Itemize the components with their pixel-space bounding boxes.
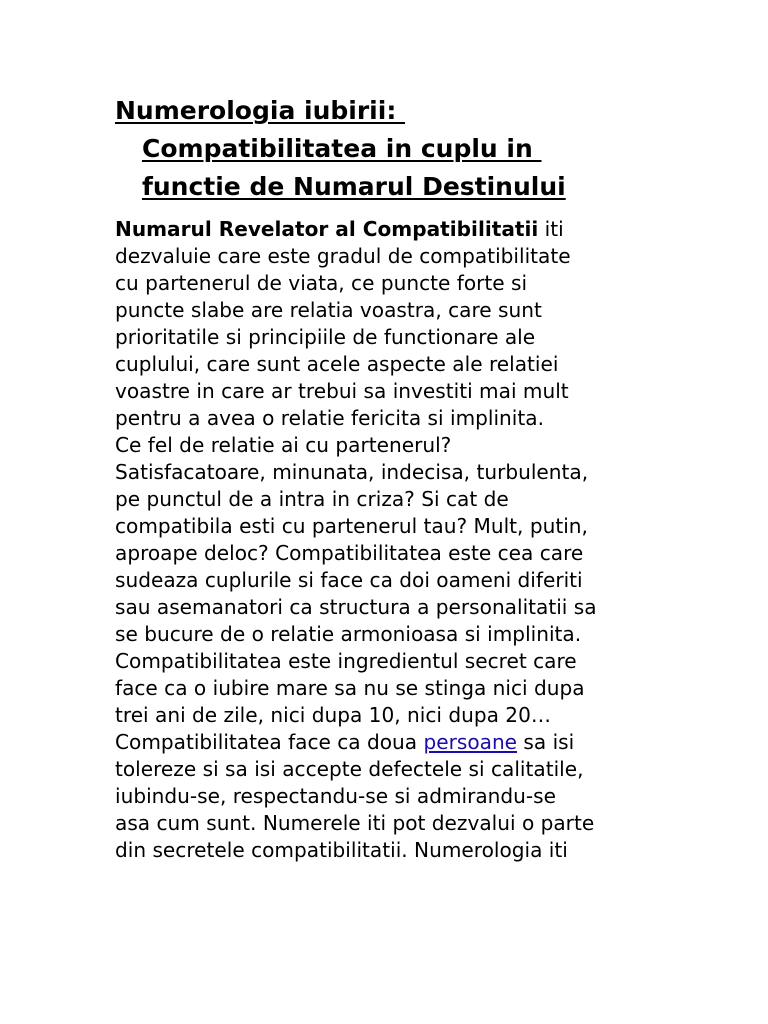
- body-line-20-before: Compatibilitatea face ca doua: [115, 730, 424, 754]
- body-line-2: dezvaluie care este gradul de compatibilitate: [115, 244, 571, 268]
- body-line-7: voastre in care ar trebui sa investiti mai mult: [115, 379, 569, 403]
- body-line-11: pe punctul de a intra in criza? Si cat de: [115, 487, 509, 511]
- body-line-6: cuplului, care sunt acele aspecte ale relatiei: [115, 352, 559, 376]
- body-line-20: [115, 729, 675, 756]
- body-line-3: cu partenerul de viata, ce puncte forte si: [115, 271, 528, 295]
- body-line-12: compatibila esti cu partenerul tau? Mult, putin,: [115, 514, 588, 538]
- bold-term: Numarul Revelator al Compatibilitatii: [115, 217, 539, 241]
- body-line-16: se bucure de o relatie armonioasa si implinita.: [115, 622, 582, 646]
- body-line-8: pentru a avea o relatie fericita si implinita.: [115, 406, 544, 430]
- body-line-13: aproape deloc? Compatibilitatea este cea care: [115, 541, 584, 565]
- title-line-2: Compatibilitatea in cuplu in: [142, 134, 542, 163]
- body-line-15: sau asemanatori ca structura a personalitatii sa: [115, 595, 597, 619]
- body-line-23: asa cum sunt. Numerele iti pot dezvalui o parte: [115, 811, 595, 835]
- body-line-18: face ca o iubire mare sa nu se stinga nici dupa: [115, 676, 585, 700]
- body-line-10: Satisfacatoare, minunata, indecisa, turbulenta,: [115, 460, 589, 484]
- body-line-1-rest: iti: [538, 217, 564, 241]
- article-title: [115, 92, 675, 206]
- title-line-3: functie de Numarul Destinului: [142, 172, 566, 201]
- body-line-22: iubindu-se, respectandu-se si admirandu-se: [115, 784, 556, 808]
- body-line-14: sudeaza cuplurile si face ca doi oameni diferiti: [115, 568, 583, 592]
- body-line-17: Compatibilitatea este ingredientul secret care: [115, 649, 577, 673]
- article-body: [115, 216, 675, 864]
- body-line-4: puncte slabe are relatia voastra, care sunt: [115, 298, 542, 322]
- body-line-20-after: sa isi: [517, 730, 575, 754]
- body-line-1: [115, 216, 675, 243]
- title-line-1: Numerologia iubirii:: [115, 96, 406, 125]
- body-line-5: prioritatile si principiile de functionare ale: [115, 325, 536, 349]
- body-line-21: tolereze si sa isi accepte defectele si calitatile,: [115, 757, 584, 781]
- body-line-24: din secretele compatibilitatii. Numerologia iti: [115, 838, 568, 862]
- body-line-19: trei ani de zile, nici dupa 10, nici dupa 20…: [115, 703, 551, 727]
- persoane-link[interactable]: persoane: [423, 730, 518, 754]
- body-line-9: Ce fel de relatie ai cu partenerul?: [115, 433, 452, 457]
